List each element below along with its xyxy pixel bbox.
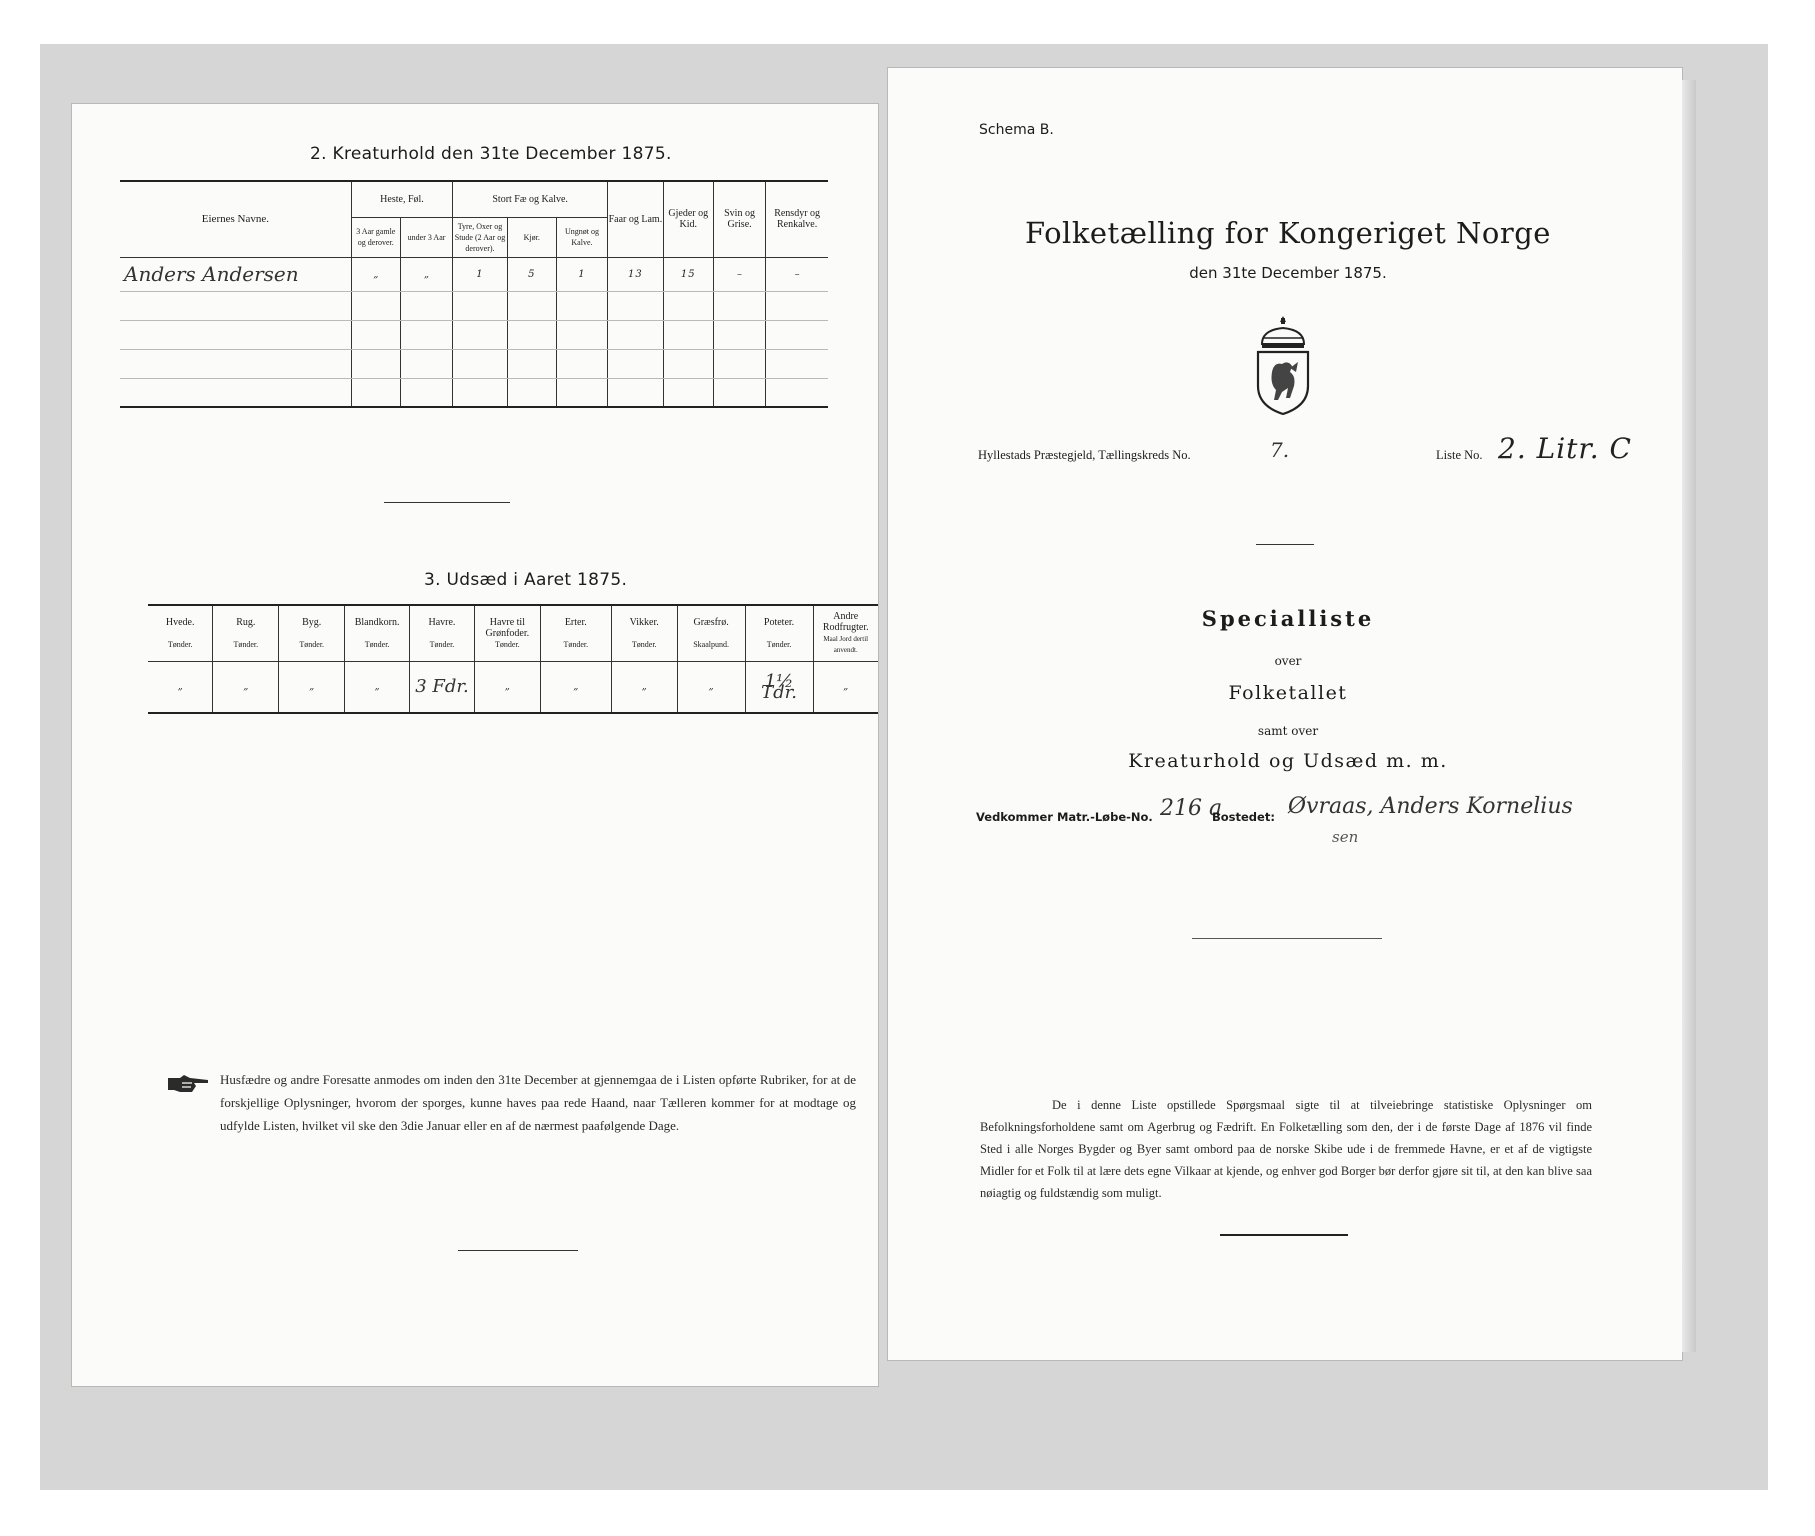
census-date: den 31te December 1875.: [1189, 264, 1387, 282]
table-row: [120, 257, 828, 291]
cell-value: 1: [556, 257, 607, 291]
livestock-table: [120, 180, 828, 408]
sowing-section-title: 3. Udsæd i Aaret 1875.: [424, 570, 628, 590]
cell-value: 13: [608, 257, 664, 291]
owner-name: Anders Andersen: [120, 257, 351, 291]
sheep-header: Faar og Lam.: [608, 181, 664, 257]
mixed-grain-header: Blandkorn. Tønder.: [345, 605, 410, 661]
horses-header: Heste, Føl.: [351, 181, 452, 217]
cell-value: –: [766, 257, 828, 291]
horses-adult-header: 3 Aar gamle og derover.: [351, 217, 400, 257]
cell-value: 1½ Tdr.: [745, 661, 813, 713]
parish-label: Hyllestads Præstegjeld, Tællingskreds No.: [978, 448, 1191, 462]
page-stack-edge: [1682, 80, 1696, 1352]
cell-value: „: [540, 661, 611, 713]
cell-value: 15: [663, 257, 713, 291]
cell-value: „: [345, 661, 410, 713]
barley-header: Byg. Tønder.: [279, 605, 345, 661]
also-over-text: samt over: [1257, 724, 1319, 738]
reindeer-header: Rensdyr og Renkalve.: [766, 181, 828, 257]
rye-header: Rug. Tønder.: [213, 605, 279, 661]
livestock-section-title: 2. Kreaturhold den 31te December 1875.: [310, 144, 672, 164]
cell-value: –: [713, 257, 765, 291]
peas-header: Erter. Tønder.: [540, 605, 611, 661]
table-row: [120, 349, 828, 378]
bulls-header: Tyre, Oxer og Stude (2 Aar og derover).: [453, 217, 508, 257]
table-row: [148, 661, 878, 713]
explanatory-note: De i denne Liste opstillede Spørgsmaal sigte til at tilveiebringe statistiske Oplysninger om Befolkningsforholdene samt om Agerbrug og Fædrift. En Folketælling som den, der i de første Dage af 1876 vil finde Sted i alle Norges Bygder og Byer samt ombord paa de norske Skibe ude i de fremmede Havne, er et af de vigtigste Midler for et Folk til at lære dets egne Vilkaar at kjende, og enhver god Borger bør derfor gjøre sit til, at den kan blive saa nøiagtig og fuldstændig som muligt.: [980, 1098, 1592, 1200]
cell-value: 5: [507, 257, 556, 291]
divider: [458, 1250, 578, 1251]
coat-of-arms-icon: [1250, 314, 1316, 418]
footnote-text: Husfædre og andre Foresatte anmodes om inden den 31te December at gjennemgaa de i Listen opførte Rubriker, for at de forskjellige Oplysninger, hvorom der sporges, kunne haves paa rede Haand, naar Tælleren kommer for at modtage og udfylde Listen, hvilket vil ske den 3die Januar eller en af de nærmest paafølgende Dage.: [220, 1072, 856, 1133]
table-row: [120, 378, 828, 407]
residence-value: Øvraas, Anders Kornelius: [1288, 794, 1573, 819]
grass-seed-header: Græsfrø. Skaalpund.: [677, 605, 745, 661]
cell-value: „: [148, 661, 213, 713]
over-text: over: [1274, 654, 1302, 668]
divider: [1256, 544, 1314, 545]
special-list-title: Specialliste: [1201, 606, 1375, 631]
list-label: Liste No.: [1436, 448, 1483, 462]
calves-header: Ungnøt og Kalve.: [556, 217, 607, 257]
main-title: Folketælling for Kongeriget Norge: [1025, 216, 1551, 250]
list-number: 2. Litr. C: [1498, 432, 1632, 465]
horses-young-header: under 3 Aar: [400, 217, 452, 257]
green-fodder-oats-header: Havre til Grønfoder. Tønder.: [474, 605, 540, 661]
owner-header: Eiernes Navne.: [120, 181, 351, 257]
root-crops-header: Andre Rodfrugter. Maal Jord dertil anvendt.: [813, 605, 878, 661]
potatoes-header: Poteter. Tønder.: [745, 605, 813, 661]
district-number: 7.: [1270, 438, 1290, 462]
sowing-table: [148, 604, 878, 714]
oats-header: Havre. Tønder.: [410, 605, 475, 661]
residence-value-continued: sen: [1332, 828, 1359, 846]
pointing-hand-icon: [166, 1072, 212, 1096]
right-page: [888, 68, 1682, 1360]
left-page: [72, 104, 878, 1386]
goats-header: Gjeder og Kid.: [663, 181, 713, 257]
population-title: Folketallet: [1228, 682, 1348, 704]
divider: [1192, 938, 1382, 939]
matr-number: 216 a: [1160, 796, 1223, 821]
divider: [384, 502, 510, 503]
cell-value: 3 Fdr.: [410, 661, 475, 713]
pigs-header: Svin og Grise.: [713, 181, 765, 257]
cattle-header: Stort Fæ og Kalve.: [453, 181, 608, 217]
cell-value: „: [351, 257, 400, 291]
table-row: [120, 320, 828, 349]
matr-label: Vedkommer Matr.-Løbe-No.: [976, 810, 1153, 824]
cell-value: 1: [453, 257, 508, 291]
schema-label: Schema B.: [979, 122, 1054, 138]
cell-value: „: [611, 661, 677, 713]
cell-value: „: [213, 661, 279, 713]
cell-value: „: [400, 257, 452, 291]
table-row: [120, 291, 828, 320]
cows-header: Kjør.: [507, 217, 556, 257]
vetch-header: Vikker. Tønder.: [611, 605, 677, 661]
divider: [1220, 1234, 1348, 1236]
cell-value: „: [677, 661, 745, 713]
cell-value: „: [813, 661, 878, 713]
livestock-sowing-title: Kreaturhold og Udsæd m. m.: [1128, 750, 1448, 772]
residence-label: Bostedet:: [1212, 810, 1275, 824]
cell-value: „: [279, 661, 345, 713]
wheat-header: Hvede. Tønder.: [148, 605, 213, 661]
cell-value: „: [474, 661, 540, 713]
